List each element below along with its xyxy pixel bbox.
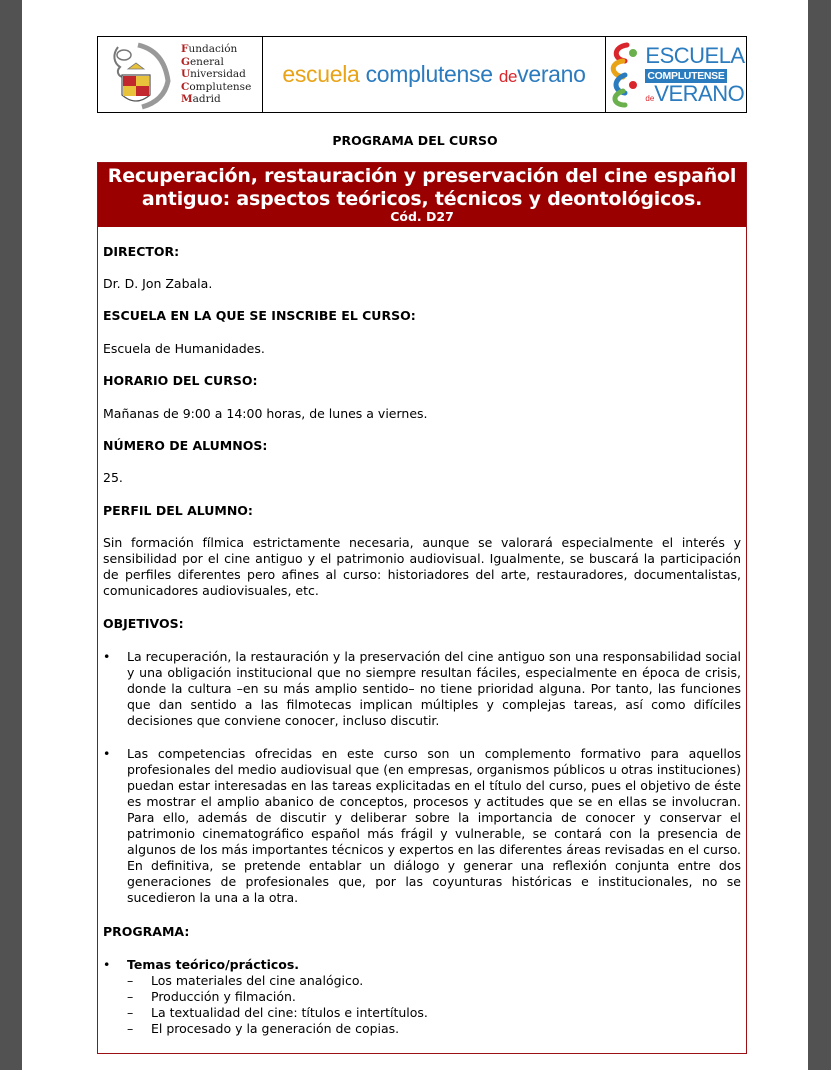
escuela-figures-icon	[607, 41, 641, 109]
objetivo-text: La recuperación, la restauración y la preservación del cine antiguo son una responsabilidad social y una obligación institucional que no siempre resultan fáciles, especialmente en época de crisis, donde la cultura –en su más amplio sentido– no tiene prioridad alguna. Por tanto, las funciones que dan sentido a las filmotecas implican múltiples y complejas tareas, así como difíciles decisiones que conviene conocer, incluso discutir.	[127, 649, 741, 728]
objetivos-heading: OBJETIVOS:	[103, 616, 184, 631]
badge-escuela: ESCUELA	[645, 42, 745, 68]
course-title-line: Recuperación, restauración y preservación del cine español	[107, 165, 737, 187]
dash-icon: –	[127, 1005, 134, 1020]
tema-text: El procesado y la generación de copias.	[151, 1021, 400, 1036]
document-page	[22, 0, 808, 1070]
escuela-badge	[606, 37, 746, 112]
programa-item	[103, 957, 741, 1037]
wordmark-complutense: complutense	[365, 61, 493, 87]
bullet-icon: •	[103, 649, 111, 664]
perfil-heading: PERFIL DEL ALUMNO:	[103, 503, 253, 518]
badge-de: de	[645, 93, 655, 103]
tema-subitem	[127, 1021, 741, 1037]
dash-icon: –	[127, 973, 134, 988]
alumnos-value: 25.	[103, 470, 123, 485]
objetivo-text: Las competencias ofrecidas en este curso son un complemento formativo para aquellos profesionales del medio audiovisual que (en empresas, organismos públicos u otras instituciones) puedan estar interesadas en las tareas explicitadas en el título del curso, pues el objetivo de éste es mostrar el amplio abanico de conceptos, procesos y actitudes que se en ellas se involucran. Para ello, además de discutir y deliberar sobre la importancia de conocer y conservar el patrimonio cinematográfico español más frágil y vulnerable, se contará con la presencia de algunos de los más importantes técnicos y expertos en las diferentes áreas revisadas en el curso. En definitiva, se pretende entablar un diálogo y generar una reflexión conjunta entre dos generaciones de profesionales que, por las coyunturas históricas e institucionales, no se sucedieron la una a la otra.	[127, 746, 741, 905]
fundacion-line: Complutense	[181, 80, 252, 93]
wordmark-de: de	[498, 67, 518, 86]
dash-icon: –	[127, 1021, 134, 1036]
program-title: PROGRAMA DEL CURSO	[332, 133, 498, 148]
fundacion-name	[181, 43, 251, 106]
director-value: Dr. D. Jon Zabala.	[103, 276, 213, 291]
escuela-heading: ESCUELA EN LA QUE SE INSCRIBE EL CURSO:	[103, 308, 416, 323]
alumnos-heading: NÚMERO DE ALUMNOS:	[103, 438, 268, 453]
fundacion-line: General	[181, 55, 224, 68]
university-crest-icon	[104, 41, 174, 111]
objetivo-item	[103, 649, 741, 729]
wordmark-verano: verano	[517, 61, 586, 87]
badge-complutense: COMPLUTENSE	[647, 69, 725, 82]
fundacion-logo	[98, 37, 263, 112]
tema-text: Los materiales del cine analógico.	[151, 973, 364, 988]
tema-text: La textualidad del cine: títulos e intertítulos.	[151, 1005, 428, 1020]
director-heading: DIRECTOR:	[103, 244, 180, 259]
course-title-banner	[98, 163, 746, 227]
document-header	[97, 36, 747, 113]
tema-subitem	[127, 973, 741, 989]
programa-heading: PROGRAMA:	[103, 924, 190, 939]
fundacion-line: Universidad	[181, 68, 246, 81]
course-content	[97, 162, 747, 1054]
wordmark-escuela: escuela	[282, 61, 360, 87]
dash-icon: –	[127, 989, 134, 1004]
tema-text: Producción y filmación.	[151, 989, 296, 1004]
perfil-text: Sin formación fílmica estrictamente necesaria, aunque se valorará especialmente el interés y sensibilidad por el cine antiguo y el patrimonio audiovisual. Igualmente, se buscará la participación de perfiles diferentes pero afines al curso: historiadores del arte, restauradores, documentalistas, comunicadores audiovisuales, etc.	[103, 535, 741, 598]
course-code: Cód. D27	[390, 209, 454, 224]
fundacion-line: Madrid	[181, 93, 221, 106]
bullet-icon: •	[103, 957, 111, 972]
bullet-icon: •	[103, 746, 111, 761]
horario-heading: HORARIO DEL CURSO:	[103, 373, 258, 388]
fundacion-line: Fundación	[181, 43, 238, 55]
badge-verano: VERANO	[654, 80, 745, 106]
course-title-line: antiguo: aspectos teóricos, técnicos y deontológicos.	[141, 188, 703, 210]
horario-value: Mañanas de 9:00 a 14:00 horas, de lunes a viernes.	[103, 406, 428, 421]
tema-heading: Temas teórico/prácticos.	[127, 957, 300, 972]
escuela-value: Escuela de Humanidades.	[103, 341, 265, 356]
objetivo-item	[103, 746, 741, 906]
escuela-wordmark	[263, 37, 606, 112]
tema-subitem	[127, 1005, 741, 1021]
tema-subitem	[127, 989, 741, 1005]
